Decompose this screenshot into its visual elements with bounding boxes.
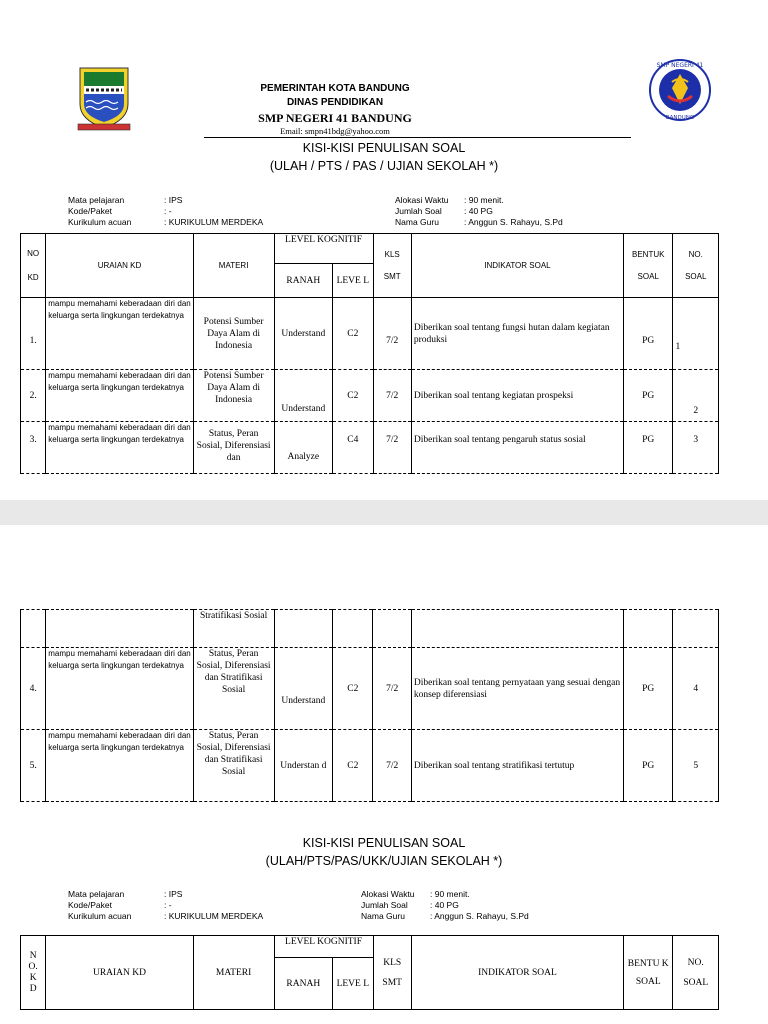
row-level: C2 xyxy=(333,298,373,370)
emblem-bottom-text: BANDUNG xyxy=(665,115,695,121)
row-level: C2 xyxy=(333,370,373,422)
th-no-kd: NO KD xyxy=(21,234,46,298)
row-uraian: mampu memahami keberadaan diri dan keluarga serta lingkungan terdekatnya xyxy=(46,730,193,802)
row-uraian: mampu memahami keberadaan diri dan keluarga serta lingkungan terdekatnya xyxy=(46,298,193,370)
th-no-soal: NO. SOAL xyxy=(673,936,719,1010)
table-row xyxy=(21,648,719,730)
page-title: KISI-KISI PENULISAN SOAL xyxy=(302,141,466,155)
row-bentuk: PG xyxy=(623,730,672,802)
meta-kode-label: Kode/Paket xyxy=(68,900,112,910)
th-level-kognitif: LEVEL KOGNITIF xyxy=(274,234,373,264)
row-ranah: Understand xyxy=(274,648,333,730)
school-name: SMP NEGERI 41 BANDUNG xyxy=(258,111,412,125)
meta-kode-label: Kode/Paket xyxy=(68,206,112,216)
row-kls: 7/2 xyxy=(373,298,411,370)
row-level: C2 xyxy=(333,648,373,730)
meta-kurikulum-value: : KURIKULUM MERDEKA xyxy=(164,217,264,227)
row-no: 2. xyxy=(21,370,46,422)
meta-kurikulum-label: Kurikulum acuan xyxy=(68,217,132,227)
row-bentuk: PG xyxy=(623,422,672,474)
meta-values-right xyxy=(430,889,590,922)
th-no-kd: N O. K D xyxy=(21,936,46,1010)
row-nosoal: 5 xyxy=(673,730,719,802)
table-row xyxy=(21,730,719,802)
row-nosoal: 3 xyxy=(673,422,719,474)
th-materi: MATERI xyxy=(193,936,274,1010)
meta-mapel-label: Mata pelajaran xyxy=(68,889,125,899)
meta-jumlah-value: : 40 PG xyxy=(464,206,493,216)
meta-values-left xyxy=(164,195,324,228)
meta-guru-label: Nama Guru xyxy=(361,911,405,921)
row-materi: Potensi Sumber Daya Alam di Indonesia xyxy=(193,370,274,422)
row-indikator: Diberikan soal tentang pengaruh status sosial xyxy=(411,422,623,474)
meta-guru-value: : Anggun S. Rahayu, S.Pd xyxy=(464,217,563,227)
th-bentuk-soal: BENTUK SOAL xyxy=(623,234,672,298)
th-no-soal: NO. SOAL xyxy=(673,234,719,298)
meta-guru-label: Nama Guru xyxy=(395,217,439,227)
th-kls-smt: KLS SMT xyxy=(373,936,411,1010)
th-bentuk-soal: BENTU K SOAL xyxy=(623,936,672,1010)
meta-waktu-value: : 90 menit. xyxy=(430,889,470,899)
row-uraian: mampu memahami keberadaan diri dan keluarga serta lingkungan terdekatnya xyxy=(46,370,193,422)
th-kls-smt: KLS SMT xyxy=(373,234,411,298)
page-1 xyxy=(0,0,768,500)
kisi-table-2 xyxy=(20,609,719,802)
meta-jumlah-value: : 40 PG xyxy=(430,900,459,910)
kisi-table-3 xyxy=(20,935,719,1010)
meta-labels-left xyxy=(68,889,168,922)
row-materi: Potensi Sumber Daya Alam di Indonesia xyxy=(193,298,274,370)
table-row xyxy=(21,298,719,370)
row-uraian: mampu memahami keberadaan diri dan keluarga serta lingkungan terdekatnya xyxy=(46,648,193,730)
row-level: C4 xyxy=(333,422,373,474)
meta-labels-right xyxy=(395,195,465,228)
meta-mapel-value: : IPS xyxy=(164,195,183,205)
row-indikator: Diberikan soal tentang stratifikasi tertutup xyxy=(411,730,623,802)
row-no: 5. xyxy=(21,730,46,802)
header-divider xyxy=(204,137,631,138)
row-kls: 7/2 xyxy=(373,370,411,422)
table-row xyxy=(21,370,719,422)
school-emblem-logo xyxy=(648,58,712,122)
th-uraian-kd: URAIAN KD xyxy=(46,234,193,298)
meta-jumlah-label: Jumlah Soal xyxy=(361,900,408,910)
row-ranah: Understand xyxy=(274,298,333,370)
row-ranah: Understand xyxy=(274,370,333,422)
meta-labels-right xyxy=(361,889,431,922)
row-no: 3. xyxy=(21,422,46,474)
bandung-crest-logo xyxy=(76,64,132,134)
page-subtitle: (ULAH/PTS/PAS/UKK/UJIAN SEKOLAH *) xyxy=(265,854,503,868)
row-ranah: Analyze xyxy=(274,422,333,474)
meta-kurikulum-label: Kurikulum acuan xyxy=(68,911,132,921)
meta-jumlah-label: Jumlah Soal xyxy=(395,206,442,216)
row-no: 4. xyxy=(21,648,46,730)
row-indikator: Diberikan soal tentang pernyataan yang sesuai dengan konsep diferensiasi xyxy=(411,648,623,730)
page-title: KISI-KISI PENULISAN SOAL xyxy=(302,836,466,850)
header-line-1: PEMERINTAH KOTA BANDUNG xyxy=(260,83,410,94)
meta-values-right xyxy=(464,195,624,228)
row-no: 1. xyxy=(21,298,46,370)
meta-guru-value: : Anggun S. Rahayu, S.Pd xyxy=(430,911,529,921)
meta-waktu-value: : 90 menit. xyxy=(464,195,504,205)
emblem-top-text: SMP NEGERI 41 xyxy=(656,62,704,69)
th-level: LEVE L xyxy=(333,264,373,298)
table-row xyxy=(21,422,719,474)
page-2 xyxy=(0,525,768,1024)
meta-values-left xyxy=(164,889,324,922)
meta-mapel-value: : IPS xyxy=(164,889,183,899)
row-nosoal: 1 xyxy=(673,298,719,370)
meta-kurikulum-value: : KURIKULUM MERDEKA xyxy=(164,911,264,921)
row-kls: 7/2 xyxy=(373,422,411,474)
th-materi: MATERI xyxy=(193,234,274,298)
meta-mapel-label: Mata pelajaran xyxy=(68,195,125,205)
row-indikator: Diberikan soal tentang kegiatan prospeksi xyxy=(411,370,623,422)
row-materi: Status, Peran Sosial, Diferensiasi dan Stratifikasi Sosial xyxy=(193,648,274,730)
row-nosoal: 2 xyxy=(673,370,719,422)
th-uraian-kd: URAIAN KD xyxy=(46,936,193,1010)
row-uraian: mampu memahami keberadaan diri dan keluarga serta lingkungan terdekatnya xyxy=(46,422,193,474)
row-bentuk: PG xyxy=(623,298,672,370)
row-bentuk: PG xyxy=(623,648,672,730)
th-ranah: RANAH xyxy=(274,264,333,298)
row-ranah: Understan d xyxy=(274,730,333,802)
row-materi: Status, Peran Sosial, Diferensiasi dan xyxy=(193,422,274,474)
kisi-table-1 xyxy=(20,233,719,474)
row-level: C2 xyxy=(333,730,373,802)
th-level-kognitif: LEVEL KOGNITIF xyxy=(274,936,373,958)
meta-waktu-label: Alokasi Waktu xyxy=(361,889,415,899)
th-level: LEVE L xyxy=(333,958,373,1010)
meta-kode-value: : - xyxy=(164,900,172,910)
row-kls: 7/2 xyxy=(373,648,411,730)
th-indikator-soal: INDIKATOR SOAL xyxy=(411,936,623,1010)
row-materi: Status, Peran Sosial, Diferensiasi dan Stratifikasi Sosial xyxy=(193,730,274,802)
meta-kode-value: : - xyxy=(164,206,172,216)
meta-waktu-label: Alokasi Waktu xyxy=(395,195,449,205)
row-materi: Stratifikasi Sosial xyxy=(193,610,274,648)
th-indikator-soal: INDIKATOR SOAL xyxy=(411,234,623,298)
table-row-continued xyxy=(21,610,719,648)
page-subtitle: (ULAH / PTS / PAS / UJIAN SEKOLAH *) xyxy=(269,159,499,173)
school-email: Email: smpn41bdg@yahoo.com xyxy=(280,126,390,136)
row-indikator: Diberikan soal tentang fungsi hutan dalam kegiatan produksi xyxy=(411,298,623,370)
row-kls: 7/2 xyxy=(373,730,411,802)
row-nosoal: 4 xyxy=(673,648,719,730)
header-line-2: DINAS PENDIDIKAN xyxy=(286,97,384,108)
th-ranah: RANAH xyxy=(274,958,333,1010)
meta-labels-left xyxy=(68,195,168,228)
row-bentuk: PG xyxy=(623,370,672,422)
